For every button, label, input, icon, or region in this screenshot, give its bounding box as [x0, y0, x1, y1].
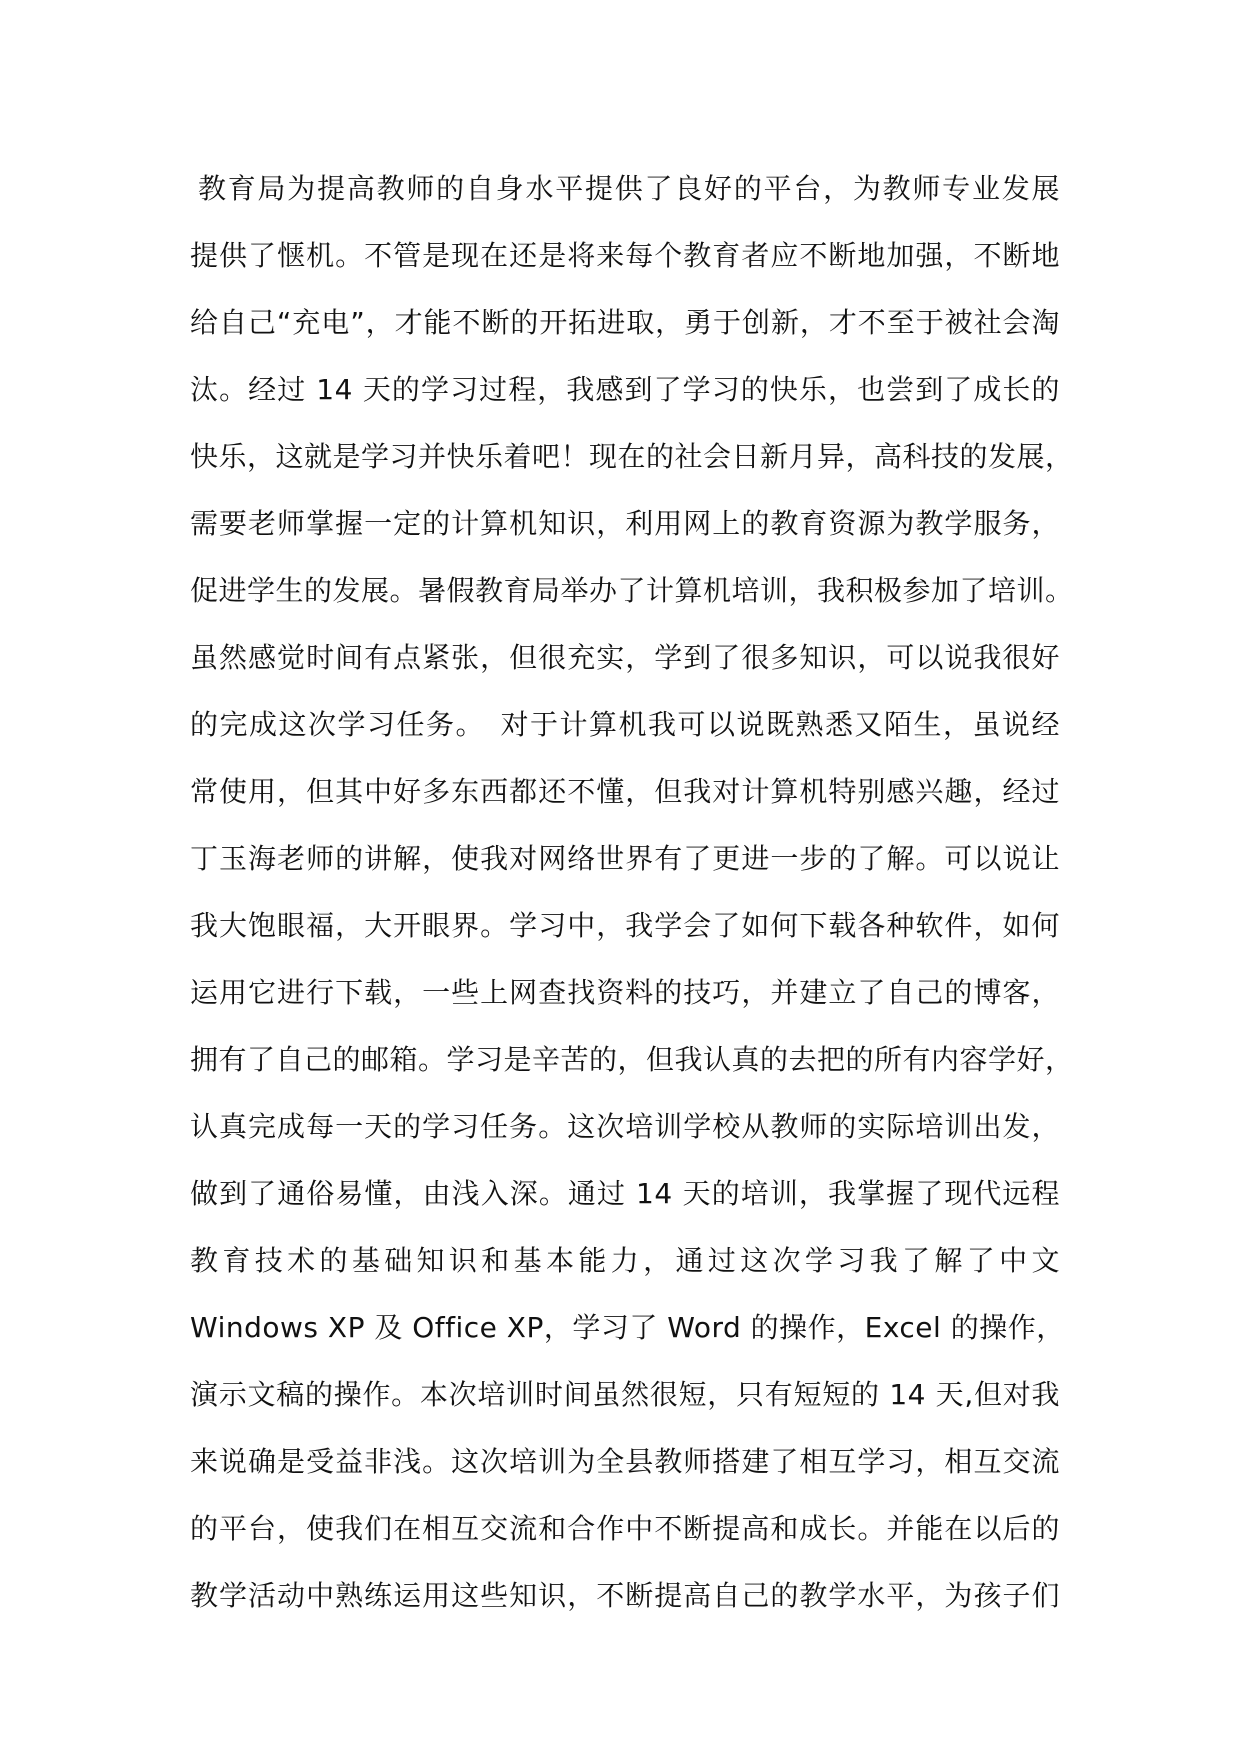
- body-paragraph: [190, 155, 1074, 1629]
- paragraph-line-6: 需要老师掌握一定的计算机知识，利用网上的教育资源为教学服务，: [190, 507, 1060, 540]
- paragraph-line-4: 汰。经过 14 天的学习过程，我感到了学习的快乐，也尝到了成长的: [190, 373, 1060, 406]
- paragraph-line-10: 常使用，但其中好多东西都还不懂，但我对计算机特别感兴趣，经过: [190, 775, 1060, 808]
- paragraph-line-8: 虽然感觉时间有点紧张，但很充实，学到了很多知识，可以说我很好: [190, 641, 1060, 674]
- paragraph-line-5: 快乐，这就是学习并快乐着吧！现在的社会日新月异，高科技的发展，: [190, 440, 1074, 473]
- paragraph-line-11: 丁玉海老师的讲解，使我对网络世界有了更进一步的了解。可以说让: [190, 842, 1060, 875]
- paragraph-line-7: 促进学生的发展。暑假教育局举办了计算机培训，我积极参加了培训。: [190, 574, 1074, 607]
- paragraph-line-19: 演示文稿的操作。本次培训时间虽然很短，只有短短的 14 天,但对我: [190, 1378, 1060, 1411]
- paragraph-line-21: 的平台，使我们在相互交流和合作中不断提高和成长。并能在以后的: [190, 1512, 1060, 1545]
- paragraph-line-16: 做到了通俗易懂，由浅入深。通过 14 天的培训，我掌握了现代远程: [190, 1177, 1060, 1210]
- paragraph-line-13: 运用它进行下载，一些上网查找资料的技巧，并建立了自己的博客，: [190, 976, 1060, 1009]
- paragraph-line-9: 的完成这次学习任务。 对于计算机我可以说既熟悉又陌生，虽说经: [190, 708, 1060, 741]
- paragraph-line-2: 提供了惬机。不管是现在还是将来每个教育者应不断地加强，不断地: [190, 239, 1060, 272]
- paragraph-line-15: 认真完成每一天的学习任务。这次培训学校从教师的实际培训出发，: [190, 1110, 1060, 1143]
- paragraph-line-17: 教育技术的基础知识和基本能力，通过这次学习我了解了中文: [190, 1244, 1060, 1277]
- paragraph-line-22: 教学活动中熟练运用这些知识，不断提高自己的教学水平，为孩子们: [190, 1579, 1060, 1612]
- paragraph-line-14: 拥有了自己的邮箱。学习是辛苦的，但我认真的去把的所有内容学好，: [190, 1043, 1074, 1076]
- paragraph-line-3: 给自己“充电”，才能不断的开拓进取，勇于创新，才不至于被社会淘: [190, 306, 1060, 339]
- paragraph-line-12: 我大饱眼福，大开眼界。学习中，我学会了如何下载各种软件，如何: [190, 909, 1060, 942]
- paragraph-line-18: Windows XP 及 Office XP，学习了 Word 的操作，Excel 的操作，: [190, 1311, 1065, 1344]
- paragraph-line-1: 教育局为提高教师的自身水平提供了良好的平台，为教师专业发展: [198, 172, 1060, 205]
- paragraph-line-20: 来说确是受益非浅。这次培训为全县教师搭建了相互学习，相互交流: [190, 1445, 1060, 1478]
